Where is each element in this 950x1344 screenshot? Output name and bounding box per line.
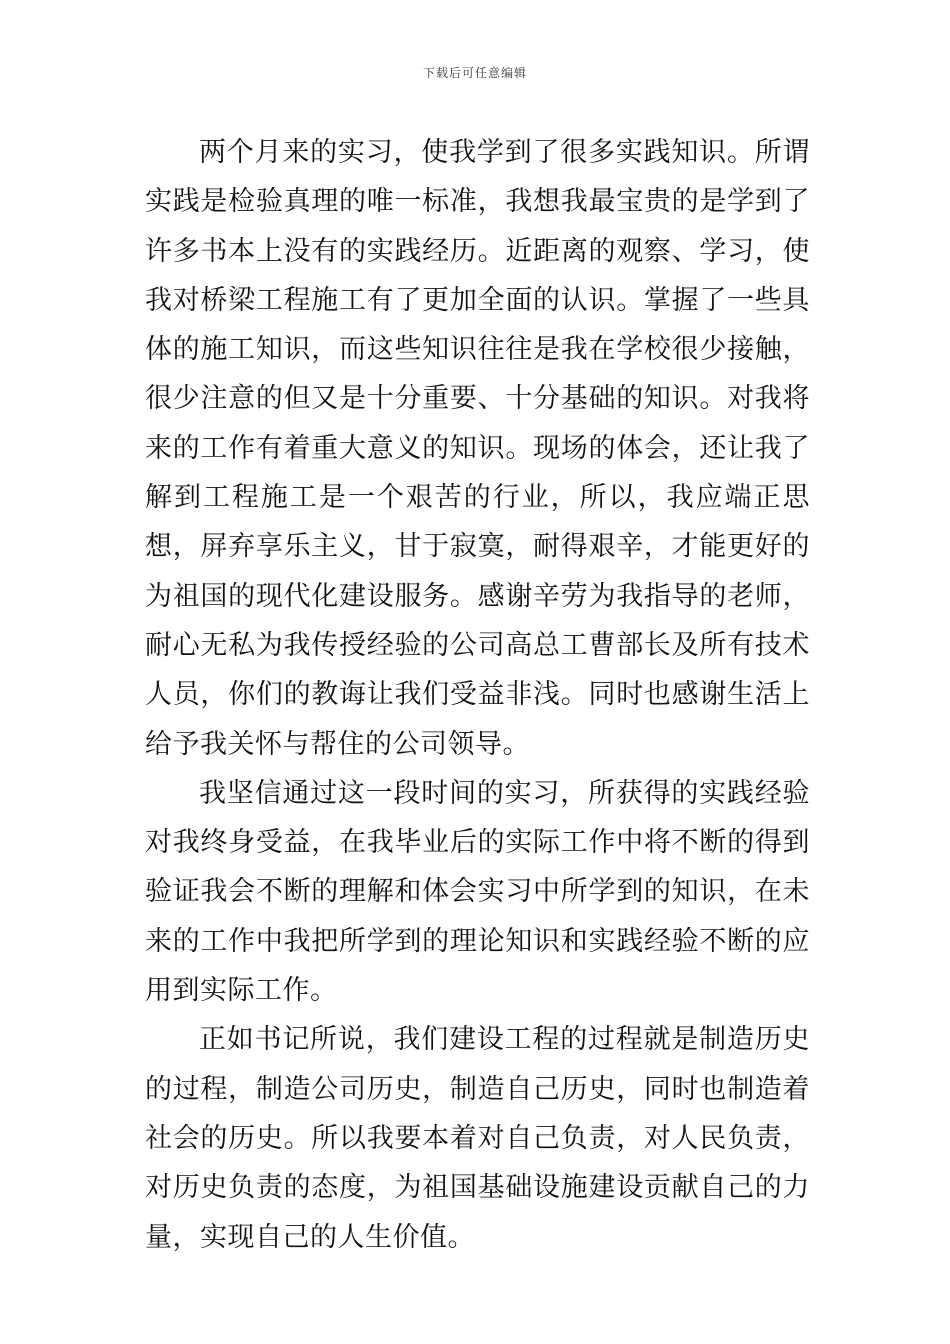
document-body <box>145 128 810 1262</box>
page-header-note: 下载后可任意编辑 <box>422 66 527 80</box>
paragraph-gratitude: 两个月来的实习，使我学到了很多实践知识。所谓实践是检验真理的唯一标准，我想我最宝贵的是学到了许多书本上没有的实践经历。近距离的观察、学习，使我对桥梁工程施工有了更加全面的认识。掌握了一些具体的施工知识，而这些知识往往是我在学校很少接触，很少注意的但又是十分重要、十分基础的知识。对我将来的工作有着重大意义的知识。现场的体会，还让我了解到工程施工是一个艰苦的行业，所以，我应端正思想，屏弃享乐主义，甘于寂寞，耐得艰辛，才能更好的为祖国的现代化建设服务。感谢辛劳为我指导的老师，耐心无私为我传授经验的公司高总工曹部长及所有技术人员，你们的教诲让我们受益非浅。同时也感谢生活上给予我关怀与帮住的公司领导。 <box>145 137 810 760</box>
paragraph-experience: 我坚信通过这一段时间的实习，所获得的实践经验对我终身受益，在我毕业后的实际工作中将不断的得到验证我会不断的理解和体会实习中所学到的知识，在未来的工作中我把所学到的理论知识和实践经验不断的应用到实际工作。 <box>145 777 810 1007</box>
paragraph-history: 正如书记所说，我们建设工程的过程就是制造历史的过程，制造公司历史，制造自己历史，同时也制造着社会的历史。所以我要本着对自己负责，对人民负责，对历史负责的态度，为祖国基础设施建设贡献自己的力量，实现自己的人生价值。 <box>145 1024 810 1253</box>
